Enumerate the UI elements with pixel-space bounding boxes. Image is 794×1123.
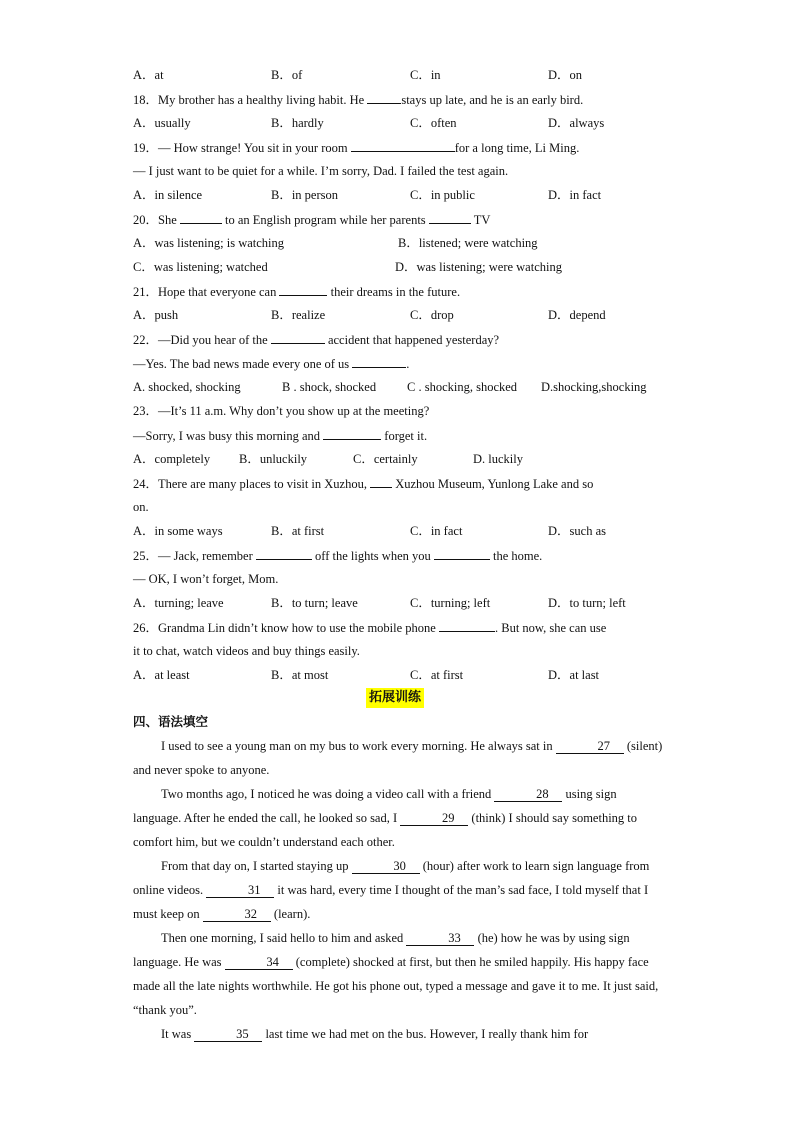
passage-paragraph-2: Two months ago, I noticed he was doing a video call with a friend 28 using sign language. After he ended the call, he looked so sad, I 29 (think) I should say something to comfort him, but we couldn’t understand each other.: [133, 787, 638, 849]
q19-option-c: C．in public: [410, 188, 475, 202]
answer-blank[interactable]: [434, 547, 490, 560]
blank-30[interactable]: 30: [352, 859, 420, 874]
q17-option-a: A．at: [133, 68, 164, 82]
q23-option-a: A．completely: [133, 452, 211, 466]
q19-option-a: A．in silence: [133, 188, 203, 202]
q23-reply: —Sorry, I was busy this morning and forget it.: [133, 429, 428, 443]
answer-blank[interactable]: [323, 427, 381, 440]
q26-stem-cont: it to chat, watch videos and buy things easily.: [133, 644, 360, 658]
q24-option-d: D．such as: [548, 524, 606, 538]
q20-option-b: B．listened; were watching: [398, 236, 538, 250]
answer-blank[interactable]: [271, 331, 325, 344]
q18-option-d: D．always: [548, 116, 605, 130]
q19-option-d: D．in fact: [548, 188, 602, 202]
answer-blank[interactable]: [256, 547, 312, 560]
q19-reply: — I just want to be quiet for a while. I’m sorry, Dad. I failed the test again.: [133, 164, 509, 178]
q19-option-b: B．in person: [271, 188, 339, 202]
answer-blank[interactable]: [279, 283, 327, 296]
blank-34[interactable]: 34: [225, 955, 293, 970]
q26-stem: 26．Grandma Lin didn’t know how to use the mobile phone . But now, she can use: [133, 621, 607, 635]
q21-option-b: B．realize: [271, 308, 326, 322]
answer-blank[interactable]: [370, 475, 392, 488]
q25-option-b: B．to turn; leave: [271, 596, 358, 610]
answer-blank[interactable]: [180, 211, 222, 224]
q23-option-d: D. luckily: [473, 452, 523, 466]
q24-option-a: A．in some ways: [133, 524, 223, 538]
section-title: 四、语法填空: [133, 714, 209, 729]
q21-option-d: D．depend: [548, 308, 606, 322]
q20-option-c: C．was listening; watched: [133, 260, 268, 274]
q17-option-b: B．of: [271, 68, 303, 82]
q25-option-c: C．turning; left: [410, 596, 491, 610]
q18-option-c: C．often: [410, 116, 457, 130]
q21-option-c: C．drop: [410, 308, 454, 322]
answer-blank[interactable]: [439, 619, 495, 632]
passage-paragraph-5: It was 35 last time we had met on the bus. However, I really thank him for: [161, 1027, 589, 1041]
q22-stem: 22．—Did you hear of the accident that happened yesterday?: [133, 333, 500, 347]
blank-32[interactable]: 32: [203, 907, 271, 922]
q26-option-c: C．at first: [410, 668, 464, 682]
q26-option-d: D．at last: [548, 668, 600, 682]
q22-option-c: C . shocking, shocked: [407, 380, 518, 394]
q17-option-d: D．on: [548, 68, 583, 82]
blank-33[interactable]: 33: [406, 931, 474, 946]
blank-28[interactable]: 28: [494, 787, 562, 802]
q22-option-a: A. shocked, shocking: [133, 380, 241, 394]
answer-blank[interactable]: [429, 211, 471, 224]
q25-stem: 25．— Jack, remember off the lights when you the home.: [133, 549, 543, 563]
passage-paragraph-1: I used to see a young man on my bus to work every morning. He always sat in 27 (silent) and never spoke to anyone.: [133, 739, 663, 777]
answer-blank[interactable]: [352, 355, 406, 368]
q24-option-b: B．at first: [271, 524, 325, 538]
blank-27[interactable]: 27: [556, 739, 624, 754]
answer-blank[interactable]: [367, 91, 401, 104]
q22-option-b: B . shock, shocked: [282, 380, 377, 394]
q18-stem: 18．My brother has a healthy living habit. He stays up late, and he is an early bird.: [133, 93, 584, 107]
blank-29[interactable]: 29: [400, 811, 468, 826]
q25-reply: — OK, I won’t forget, Mom.: [133, 572, 279, 586]
q19-stem: 19．— How strange! You sit in your room for a long time, Li Ming.: [133, 141, 580, 155]
q21-stem: 21．Hope that everyone can their dreams in the future.: [133, 285, 461, 299]
blank-35[interactable]: 35: [194, 1027, 262, 1042]
q26-option-b: B．at most: [271, 668, 329, 682]
answer-blank[interactable]: [351, 139, 455, 152]
q20-stem: 20．She to an English program while her parents TV: [133, 213, 491, 227]
passage-paragraph-4: Then one morning, I said hello to him and asked 33 (he) how he was by using sign language. He was 34 (complete) shocked at first, but then he smiled happily. His happy face made all the late nights worthwhile. He got his phone out, typed a message and gave it to me. It just said, “thank you”.: [133, 931, 659, 1017]
q20-option-a: A．was listening; is watching: [133, 236, 285, 250]
q23-option-c: C．certainly: [353, 452, 418, 466]
q26-option-a: A．at least: [133, 668, 190, 682]
q22-reply: —Yes. The bad news made every one of us .: [133, 357, 410, 371]
q23-option-b: B．unluckily: [239, 452, 308, 466]
q24-stem-cont: on.: [133, 500, 149, 514]
passage-paragraph-3: From that day on, I started staying up 30 (hour) after work to learn sign language from online videos. 31 it was hard, every time I thought of the man’s sad face, I told myself that I must keep on 32 (learn).: [133, 859, 650, 921]
q24-option-c: C．in fact: [410, 524, 463, 538]
q21-option-a: A．push: [133, 308, 179, 322]
q18-option-b: B．hardly: [271, 116, 324, 130]
q20-option-d: D．was listening; were watching: [395, 260, 562, 274]
q25-option-a: A．turning; leave: [133, 596, 224, 610]
q23-stem: 23．—It’s 11 a.m. Why don’t you show up at the meeting?: [133, 404, 430, 418]
q24-stem: 24．There are many places to visit in Xuzhou, Xuzhou Museum, Yunlong Lake and so: [133, 477, 594, 491]
q18-option-a: A．usually: [133, 116, 191, 130]
q17-option-c: C．in: [410, 68, 441, 82]
q25-option-d: D．to turn; left: [548, 596, 626, 610]
extension-training-banner: 拓展训练: [366, 688, 424, 708]
q22-option-d: D.shocking,shocking: [541, 380, 647, 394]
blank-31[interactable]: 31: [206, 883, 274, 898]
